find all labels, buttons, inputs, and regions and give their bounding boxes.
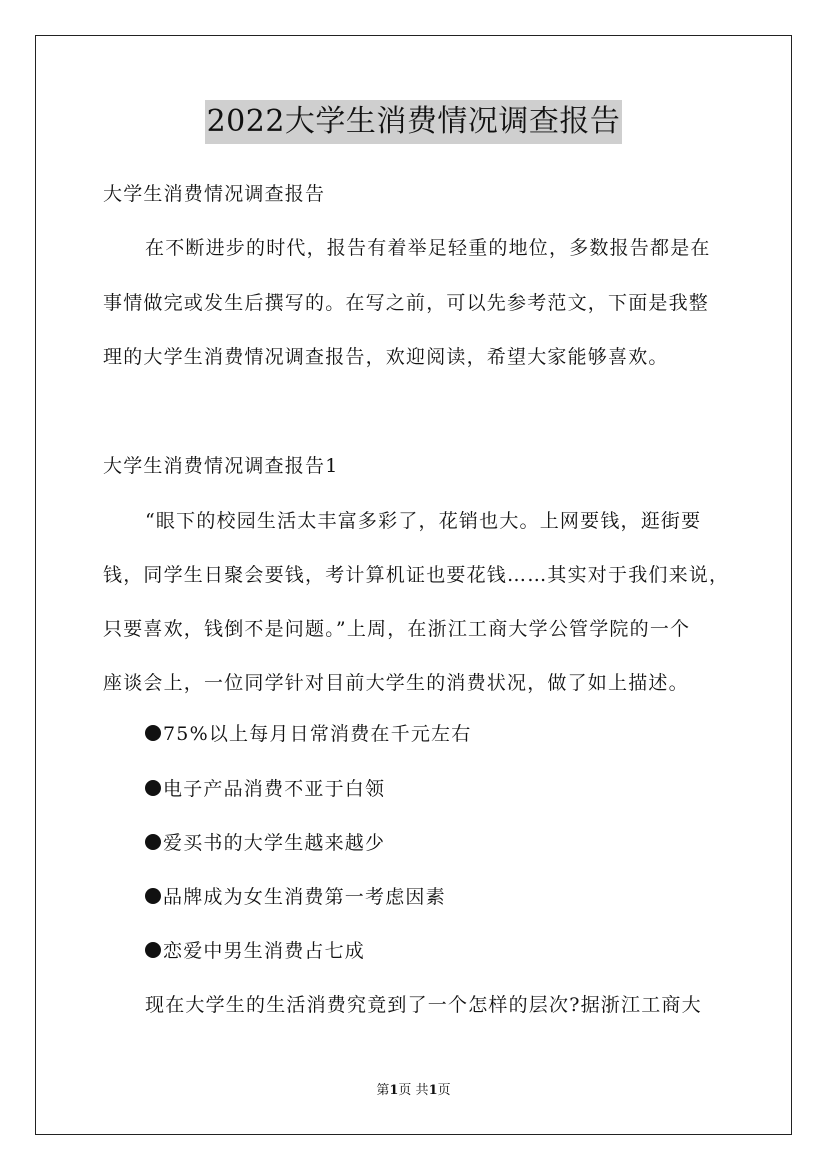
- bullet-text: 恋爱中男生消费占七成: [163, 940, 366, 962]
- closing-line: 现在大学生的生活消费究竟到了一个怎样的层次?据浙江工商大: [145, 994, 702, 1016]
- bullet-item: [145, 937, 365, 965]
- bullet-item: [145, 720, 471, 748]
- title-wrap: [0, 100, 827, 144]
- bullet-dot-icon: [145, 725, 161, 741]
- document-title: 2022大学生消费情况调查报告: [205, 100, 623, 144]
- bullet-item: [145, 883, 446, 911]
- bullet-text: 品牌成为女生消费第一考虑因素: [163, 886, 446, 908]
- footer-total-pages: 1: [428, 1083, 438, 1098]
- bullet-item: [145, 775, 385, 803]
- paragraph-line-4: 座谈会上，一位同学针对目前大学生的消费状况，做了如上描述。: [103, 672, 689, 694]
- footer-current-page: 1: [389, 1083, 399, 1098]
- paragraph-line-3: 只要喜欢，钱倒不是问题。”上周，在浙江工商大学公管学院的一个: [103, 618, 691, 640]
- bullet-item: [145, 829, 385, 857]
- footer-suffix: 页: [437, 1083, 451, 1098]
- paragraph-line-2: 钱，同学生日聚会要钱，考计算机证也要花钱……其实对于我们来说，: [103, 564, 730, 586]
- intro-line-2: 事情做完或发生后撰写的。在写之前，可以先参考范文，下面是我整: [103, 292, 710, 314]
- page-footer: [0, 1082, 827, 1100]
- bullet-text: 电子产品消费不亚于白领: [163, 778, 386, 800]
- paragraph-line-1: “眼下的校园生活太丰富多彩了，花销也大。上网要钱，逛街要: [145, 510, 702, 532]
- intro-line-3: 理的大学生消费情况调查报告，欢迎阅读，希望大家能够喜欢。: [103, 346, 669, 368]
- subtitle: 大学生消费情况调查报告: [103, 183, 326, 205]
- section-heading: 大学生消费情况调查报告1: [103, 455, 339, 477]
- bullet-text: 75%以上每月日常消费在千元左右: [163, 723, 472, 745]
- bullet-dot-icon: [145, 780, 161, 796]
- footer-mid: 页 共: [398, 1083, 429, 1098]
- bullet-text: 爱买书的大学生越来越少: [163, 832, 386, 854]
- bullet-dot-icon: [145, 942, 161, 958]
- footer-prefix: 第: [376, 1083, 390, 1098]
- intro-line-1: 在不断进步的时代，报告有着举足轻重的地位，多数报告都是在: [145, 237, 711, 259]
- bullet-dot-icon: [145, 834, 161, 850]
- bullet-dot-icon: [145, 888, 161, 904]
